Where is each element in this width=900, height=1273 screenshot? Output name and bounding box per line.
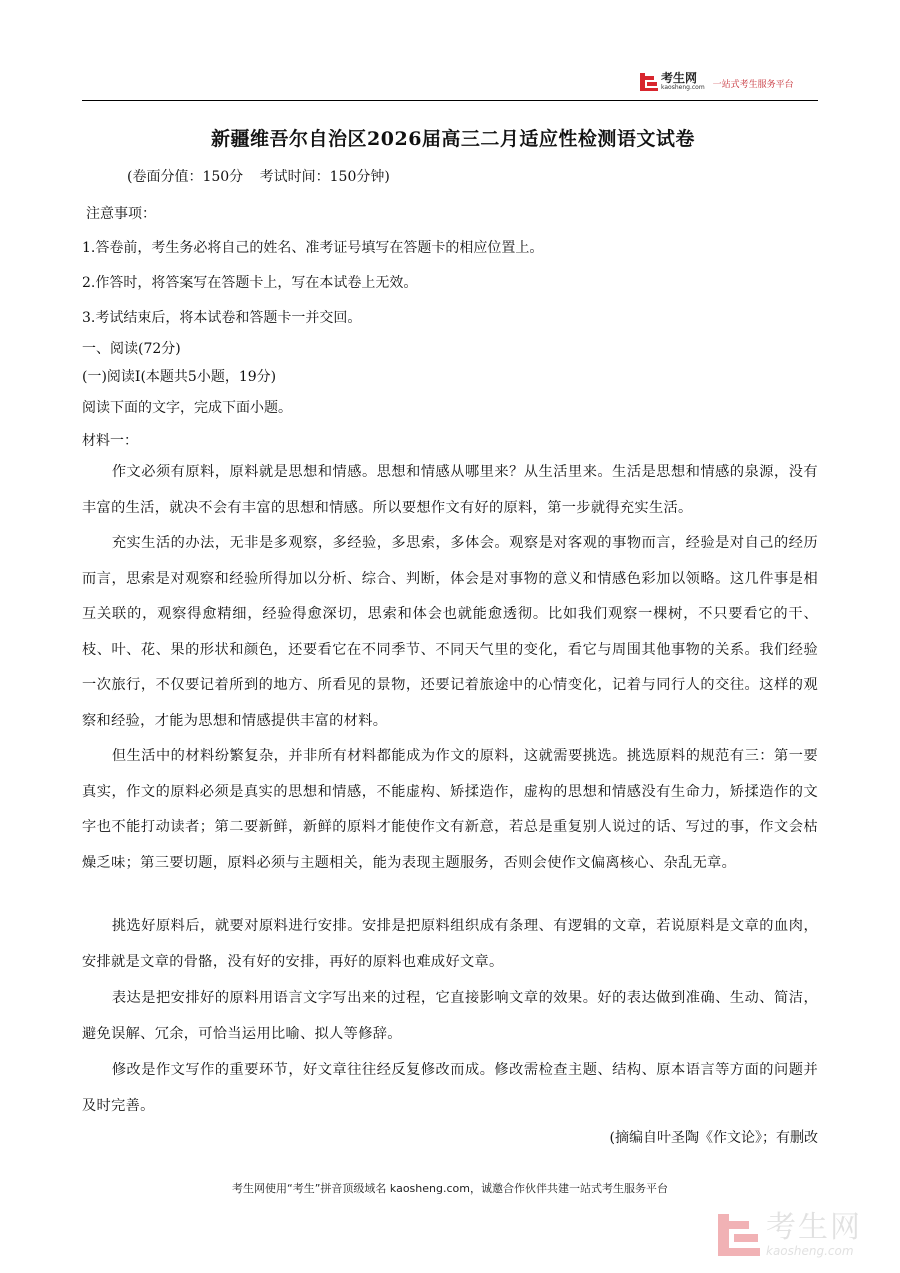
passage-paragraph-5: 表达是把安排好的原料用语言文字写出来的过程，它直接影响文章的效果。好的表达做到准确、生动、简洁，避免误解、冗余，可恰当运用比喻、拟人等修辞。 xyxy=(82,990,818,1042)
watermark-text xyxy=(766,1212,862,1258)
watermark-logo-icon xyxy=(718,1214,760,1256)
watermark-name: 考生网 xyxy=(766,1210,862,1245)
instruction: 阅读下面的文字，完成下面小题。 xyxy=(82,400,292,416)
exam-title: 新疆维吾尔自治区2026届高三二月适应性检测语文试卷 xyxy=(211,128,695,150)
note-item-2: 2.作答时，将答案写在答题卡上，写在本试卷上无效。 xyxy=(82,275,418,291)
logo-slogan: 一站式考生服务平台 xyxy=(712,80,794,90)
material-label: 材料一： xyxy=(82,433,138,449)
kaosheng-logo-icon xyxy=(640,73,658,91)
passage-source: (摘编自叶圣陶《作文论》；有删改 xyxy=(609,1130,818,1146)
logo-domain: kaosheng.com xyxy=(661,84,705,91)
footer-text: 考生网使用“考生”拼音顶级域名 kaosheng.com，诚邀合作伙伴共建一站式考生服务平台 xyxy=(232,1182,668,1195)
sub-heading: (一)阅读Ⅰ(本题共5小题，19分) xyxy=(82,369,277,385)
header-logo[interactable] xyxy=(640,72,794,91)
passage-paragraph-1: 作文必须有原料，原料就是思想和情感。思想和情感从哪里来？从生活里来。生活是思想和情感的泉源，没有丰富的生活，就决不会有丰富的思想和情感。所以要想作文有好的原料，第一步就得充实生活。 xyxy=(82,464,818,516)
header-divider xyxy=(82,100,818,101)
passage-paragraph-2: 充实生活的办法，无非是多观察，多经验，多思索，多体会。观察是对客观的事物而言，经验是对自己的经历而言，思索是对观察和经验所得加以分析、综合、判断，体会是对事物的意义和情感色彩加以领略。这几件事是相互关联的，观察得愈精细，经验得愈深切，思索和体会也就能愈透彻。比如我们观察一棵树，不只要看它的干、枝、叶、花、果的形状和颜色，还要看它在不同季节、不同天气里的变化，看它与周围其他事物的关系。我们经验一次旅行，不仅要记着所到的地方、所看见的景物，还要记着旅途中的心情变化，记着与同行人的交往。这样的观察和经验，才能为思想和情感提供丰富的材料。 xyxy=(82,535,818,729)
part-heading: 一、阅读(72分) xyxy=(82,341,181,357)
passage-paragraph-6: 修改是作文写作的重要环节，好文章往往经反复修改而成。修改需检查主题、结构、原本语言等方面的问题并及时完善。 xyxy=(82,1062,818,1114)
exam-subtitle xyxy=(127,166,402,186)
passage-paragraph-3: 但生活中的材料纷繁复杂，并非所有材料都能成为作文的原料，这就需要挑选。挑选原料的规范有三：第一要真实，作文的原料必须是真实的思想和情感，不能虚构、矫揉造作，虚构的思想和情感没有生命力，矫揉造作的文字也不能打动读者；第二要新鲜，新鲜的原料才能使作文有新意，若总是重复别人说过的话、写过的事，作文会枯燥乏味；第三要切题，原料必须与主题相关，能为表现主题服务，否则会使作文偏离核心、杂乱无章。 xyxy=(82,748,818,871)
passage-paragraph-4: 挑选好原料后，就要对原料进行安排。安排是把原料组织成有条理、有逻辑的文章，若说原料是文章的血肉，安排就是文章的骨骼，没有好的安排，再好的原料也难成好文章。 xyxy=(82,918,818,970)
logo-name: 考生网 xyxy=(661,71,698,85)
notes-heading: 注意事项： xyxy=(86,206,156,222)
note-item-3: 3.考试结束后，将本试卷和答题卡一并交回。 xyxy=(82,310,362,326)
time-info: 考试时间：150分钟) xyxy=(259,169,390,185)
watermark xyxy=(718,1212,862,1258)
logo-text xyxy=(658,72,705,91)
watermark-domain: kaosheng.com xyxy=(766,1244,854,1258)
score-info: (卷面分值：150分 xyxy=(127,169,244,185)
note-item-1: 1.答卷前，考生务必将自己的姓名、准考证号填写在答题卡的相应位置上。 xyxy=(82,240,544,256)
